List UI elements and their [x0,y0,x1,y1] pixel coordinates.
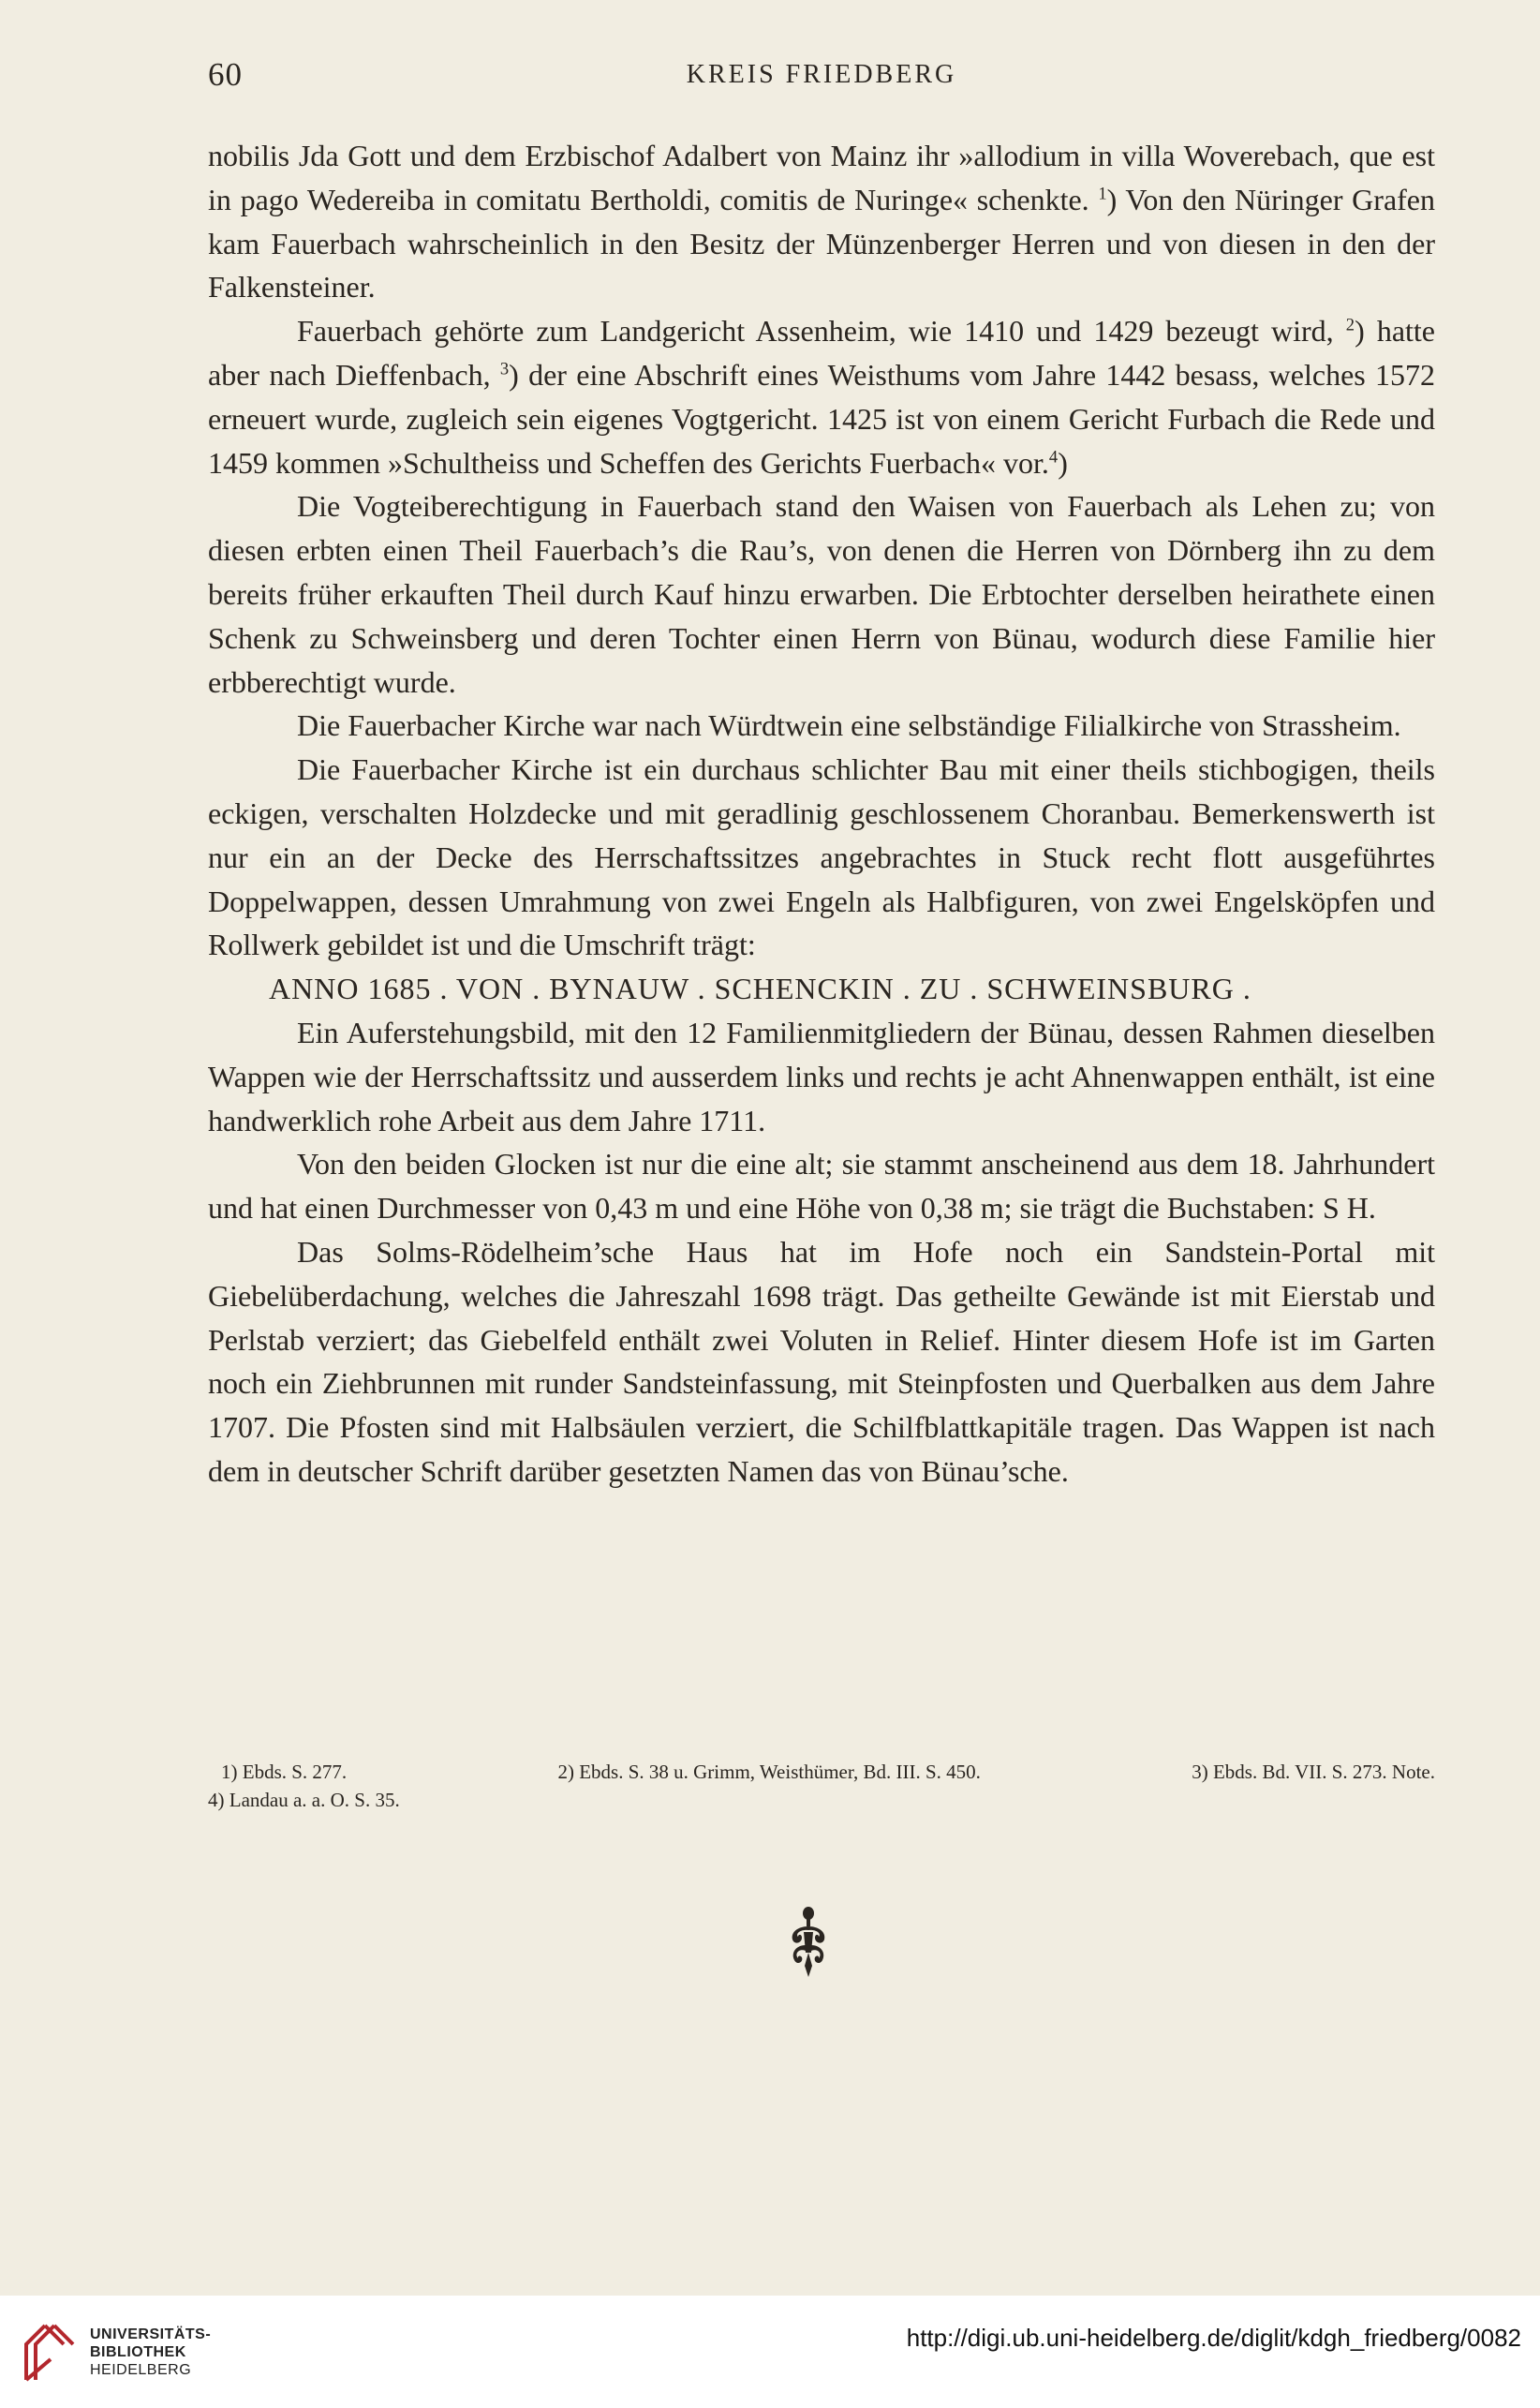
footer [0,2296,1540,2408]
university-library-logo-icon [17,2322,84,2384]
footnote-3: 3) Ebds. Bd. VII. S. 273. Note. [1192,1761,1435,1783]
footnotes [208,1758,1435,1814]
paragraph-text: Die Fauerbacher Kirche war nach Würdtwein eine selbständige Filialkirche von Strassheim. [297,708,1401,743]
source-url-link[interactable]: http://digi.ub.uni-heidelberg.de/diglit/kdgh_friedberg/0082 [906,2324,1521,2352]
paragraph-text: Das Solms-Rödelheim’sche Haus hat im Hofe noch ein Sandstein-Portal mit Giebelüberdachung, welches die Jahreszahl 1698 trägt. Das getheilte Gewände ist mit Eierstab und Perlstab verziert; das Giebelfeld enthält zwei Voluten in Relief. Hinter diesem Hofe ist im Garten noch ein Ziehbrunnen mit runder Sandsteinfassung, mit Steinpfosten und Querbalken aus dem Jahre 1707. Die Pfosten sind mit Halbsäulen verziert, die Schilfblattkapitäle tragen. Das Wappen ist nach dem in deutscher Schrift darüber gesetzten Namen das von Bünau’sche. [208,1234,1435,1488]
body-text [208,134,1435,1494]
library-name-line: BIBLIOTHEK [90,2344,186,2360]
body-paragraph [208,1230,1435,1494]
body-paragraph [208,748,1435,967]
library-name-line: UNIVERSITÄTS- [90,2326,212,2342]
body-paragraph [208,484,1435,704]
footnote-2: 2) Ebds. S. 38 u. Grimm, Weisthümer, Bd. III. S. 450. [557,1761,981,1783]
footnote-row [208,1758,1435,1786]
body-paragraph [208,309,1435,484]
paragraph-text: ) [1058,445,1068,480]
running-head: KREIS FRIEDBERG [686,60,957,89]
body-paragraph [208,1142,1435,1230]
paragraph-text: Fauerbach gehörte zum Landgericht Assenheim, wie 1410 und 1429 bezeugt wird, [297,314,1346,349]
footnote-row [208,1786,1435,1814]
inscription-line [208,967,1435,1011]
paragraph-text: Die Vogteiberechtigung in Fauerbach stand den Waisen von Fauerbach als Lehen zu; von diesen erbten einen Theil Fauerbach’s die Rau’s, von denen die Herren von Dörnberg ihn zu dem bereits früher erkauften Theil durch Kauf hinzu erwarben. Die Erbtochter derselben heirathete einen Schenk zu Schweinsberg und deren Tochter einen Herrn von Bünau, wodurch diese Familie hier erbberechtigt wurde. [208,489,1435,699]
page-number: 60 [208,56,243,93]
page-header [208,51,1435,97]
paragraph-text: nobilis Jda Gott und dem Erzbischof Adalbert von Mainz ihr »allodium in villa Woverebach, que est in pago Wedereiba in comitatu Bertholdi, comitis de Nuringe« schenkte. [208,139,1435,216]
paragraph-text: ) hatte aber nach Dieffenbach, [208,314,1436,392]
body-paragraph [208,704,1435,748]
footnote-marker: 2 [1345,315,1355,335]
paragraph-text: ANNO 1685 . VON . BYNAUW . SCHENCKIN . ZU . SCHWEINSBURG . [269,972,1251,1006]
library-name [90,2326,211,2379]
paragraph-text: Von den beiden Glocken ist nur die eine alt; sie stammt anscheinend aus dem 18. Jahrhundert und hat einen Durchmesser von 0,43 m und eine Höhe von 0,38 m; sie trägt die Buchstaben: S H. [208,1147,1435,1226]
footnote-marker: 4 [1048,446,1059,467]
paragraph-text: ) der eine Abschrift eines Weisthums vom Jahre 1442 besass, welches 1572 erneuert wurde, zugleich sein eigenes Vogtgericht. 1425 ist von einem Gericht Furbach die Rede und 1459 kommen »Schultheiss und Scheffen des Gerichts Fuerbach« vor. [208,357,1436,480]
footnote-1: 1) Ebds. S. 277. [221,1761,348,1783]
body-paragraph [208,1011,1435,1142]
library-name-line: HEIDELBERG [90,2362,192,2378]
footnote-marker: 1 [1098,184,1107,204]
paragraph-text: ) Von den Nüringer Grafen kam Fauerbach wahrscheinlich in den Besitz der Münzenberger Herren und von diesen in den der Falkensteiner. [208,182,1435,305]
body-paragraph [208,134,1435,309]
paragraph-text: Die Fauerbacher Kirche ist ein durchaus schlichter Bau mit einer theils stichbogigen, theils eckigen, verschalten Holzdecke und mit geradlinig geschlossenem Choranbau. Bemerkenswerth ist nur ein an der Decke des Herrschaftssitzes angebrachtes in Stuck recht flott ausgeführtes Doppelwappen, dessen Umrahmung von zwei Engeln als Halbfiguren, von zwei Engelsköpfen und Rollwerk gebildet ist und die Umschrift trägt: [208,752,1435,962]
fleuron-ornament-icon [785,1904,832,1979]
footnote-4: 4) Landau a. a. O. S. 35. [208,1789,400,1811]
footnote-marker: 3 [499,359,510,379]
paragraph-text: Ein Auferstehungsbild, mit den 12 Familienmitgliedern der Bünau, dessen Rahmen dieselben Wappen wie der Herrschaftssitz und ausserdem links und rechts je acht Ahnenwappen enthält, ist eine handwerklich rohe Arbeit aus dem Jahre 1711. [208,1015,1435,1137]
